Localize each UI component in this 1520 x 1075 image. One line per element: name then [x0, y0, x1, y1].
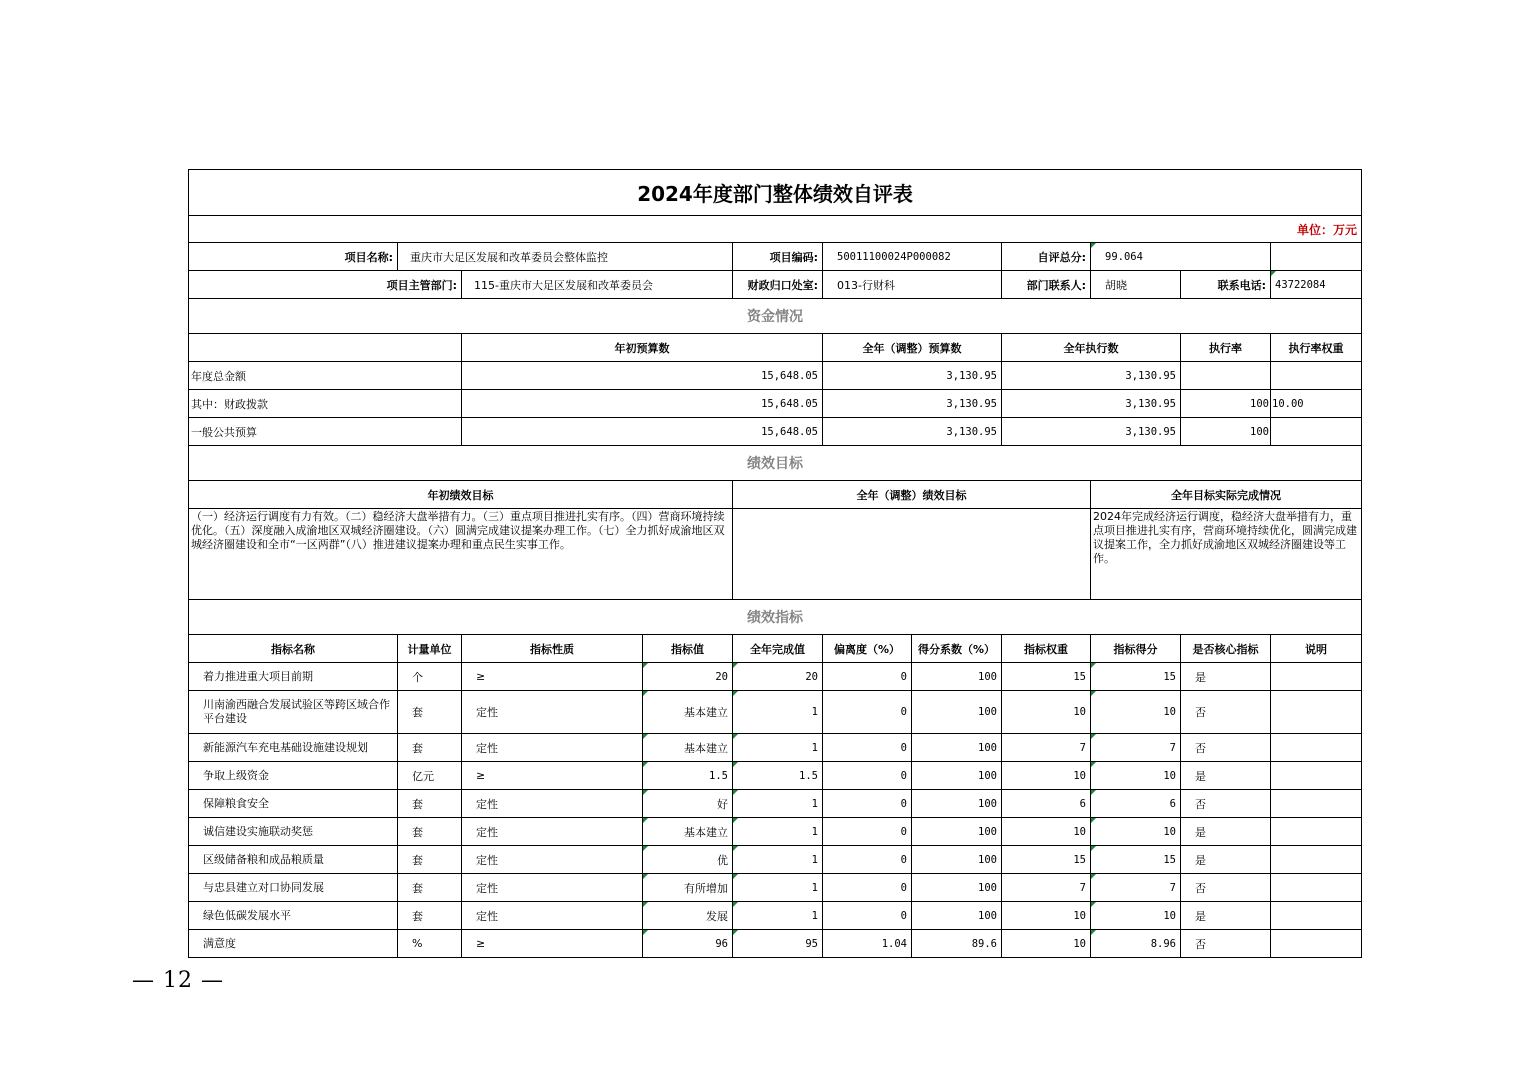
ind-nature: 定性	[462, 691, 643, 734]
ind-deviation: 0	[823, 874, 912, 902]
ind-actual: 1	[733, 818, 823, 846]
ind-core: 是	[1181, 663, 1271, 691]
funds-header-row	[189, 334, 1362, 362]
funds-row-initial: 15,648.05	[462, 362, 823, 390]
goals-header-adjusted: 全年（调整）绩效目标	[733, 481, 1091, 509]
goals-content-row	[189, 509, 1362, 600]
ind-actual: 20	[733, 663, 823, 691]
project-row-1	[189, 243, 1362, 271]
ind-note	[1271, 874, 1362, 902]
funds-header-blank	[189, 334, 462, 362]
ind-header-deviation: 偏离度（%）	[823, 635, 912, 663]
funds-row-adjusted: 3,130.95	[823, 418, 1002, 446]
self-evaluation-table	[188, 169, 1362, 958]
ind-weight: 15	[1002, 663, 1091, 691]
ind-header-name: 指标名称	[189, 635, 398, 663]
ind-target: 好	[643, 790, 733, 818]
contact-value: 胡晓	[1091, 271, 1181, 299]
indicator-row	[189, 874, 1362, 902]
ind-nature: 定性	[462, 902, 643, 930]
ind-note	[1271, 846, 1362, 874]
ind-nature: 定性	[462, 818, 643, 846]
ind-note	[1271, 734, 1362, 762]
ind-note	[1271, 691, 1362, 734]
funds-section-title: 资金情况	[189, 299, 1362, 334]
funds-row-weight	[1271, 362, 1362, 390]
funds-row-executed: 3,130.95	[1002, 418, 1181, 446]
indicator-row	[189, 691, 1362, 734]
ind-target: 基本建立	[643, 818, 733, 846]
funds-row	[189, 390, 1362, 418]
goals-actual-text: 2024年完成经济运行调度，稳经济大盘举措有力，重点项目推进扎实有序，营商环境持续优化，圆满完成建议提案工作，全力抓好成渝地区双城经济圈建设等工作。	[1091, 509, 1362, 600]
ind-weight: 15	[1002, 846, 1091, 874]
ind-note	[1271, 790, 1362, 818]
funds-row-rate	[1181, 362, 1271, 390]
ind-core: 否	[1181, 691, 1271, 734]
funds-row-initial: 15,648.05	[462, 418, 823, 446]
ind-unit: 套	[398, 818, 462, 846]
goals-header-row	[189, 481, 1362, 509]
indicators-header-row	[189, 635, 1362, 663]
ind-actual: 1	[733, 734, 823, 762]
ind-deviation: 0	[823, 762, 912, 790]
ind-deviation: 1.04	[823, 930, 912, 958]
indicator-row	[189, 930, 1362, 958]
ind-note	[1271, 762, 1362, 790]
ind-weight: 10	[1002, 930, 1091, 958]
project-name-value: 重庆市大足区发展和改革委员会整体监控	[398, 243, 733, 271]
indicator-row	[189, 734, 1362, 762]
table-title: 2024年度部门整体绩效自评表	[189, 170, 1362, 216]
ind-deviation: 0	[823, 902, 912, 930]
indicator-row	[189, 818, 1362, 846]
ind-actual: 95	[733, 930, 823, 958]
indicator-row	[189, 762, 1362, 790]
funds-header-initial: 年初预算数	[462, 334, 823, 362]
ind-actual: 1	[733, 902, 823, 930]
unit-label: 单位：万元	[189, 216, 1362, 243]
ind-coefficient: 100	[912, 846, 1002, 874]
ind-core: 是	[1181, 846, 1271, 874]
ind-unit: 套	[398, 691, 462, 734]
ind-note	[1271, 930, 1362, 958]
ind-actual: 1	[733, 691, 823, 734]
funds-row-label: 其中：财政拨款	[189, 390, 462, 418]
ind-weight: 10	[1002, 902, 1091, 930]
page-number: — 12 —	[132, 968, 224, 993]
ind-nature: 定性	[462, 846, 643, 874]
project-code-label: 项目编码:	[733, 243, 823, 271]
ind-score: 7	[1091, 734, 1181, 762]
indicator-row	[189, 846, 1362, 874]
ind-deviation: 0	[823, 818, 912, 846]
ind-actual: 1.5	[733, 762, 823, 790]
goals-header-initial: 年初绩效目标	[189, 481, 733, 509]
funds-row	[189, 418, 1362, 446]
ind-coefficient: 100	[912, 874, 1002, 902]
funds-row-executed: 3,130.95	[1002, 390, 1181, 418]
indicator-row	[189, 790, 1362, 818]
ind-name: 保障粮食安全	[189, 790, 398, 818]
office-label: 财政归口处室:	[733, 271, 823, 299]
ind-core: 否	[1181, 874, 1271, 902]
contact-label: 部门联系人:	[1002, 271, 1091, 299]
ind-score: 15	[1091, 663, 1181, 691]
funds-header-adjusted: 全年（调整）预算数	[823, 334, 1002, 362]
ind-core: 否	[1181, 790, 1271, 818]
ind-header-unit: 计量单位	[398, 635, 462, 663]
ind-score: 8.96	[1091, 930, 1181, 958]
goals-initial-text: （一）经济运行调度有力有效。（二）稳经济大盘举措有力。（三）重点项目推进扎实有序。（四）营商环境持续优化。（五）深度融入成渝地区双城经济圈建设。（六）圆满完成建议提案办理工作。（七）全力抓好成渝地区双城经济圈建设和全市“一区两群”（八）推进建议提案办理和重点民生实事工作。	[189, 509, 733, 600]
ind-score: 10	[1091, 762, 1181, 790]
ind-score: 7	[1091, 874, 1181, 902]
empty-cell	[1271, 243, 1362, 271]
dept-value: 115-重庆市大足区发展和改革委员会	[462, 271, 733, 299]
ind-nature: 定性	[462, 734, 643, 762]
office-value: 013-行财科	[823, 271, 1002, 299]
ind-nature: 定性	[462, 874, 643, 902]
ind-nature: ≥	[462, 663, 643, 691]
ind-actual: 1	[733, 790, 823, 818]
ind-core: 否	[1181, 930, 1271, 958]
funds-row-weight	[1271, 418, 1362, 446]
ind-coefficient: 100	[912, 902, 1002, 930]
ind-weight: 6	[1002, 790, 1091, 818]
ind-deviation: 0	[823, 790, 912, 818]
ind-header-core: 是否核心指标	[1181, 635, 1271, 663]
project-name-label: 项目名称:	[189, 243, 398, 271]
ind-coefficient: 100	[912, 691, 1002, 734]
funds-row-initial: 15,648.05	[462, 390, 823, 418]
ind-coefficient: 89.6	[912, 930, 1002, 958]
ind-unit: 套	[398, 790, 462, 818]
ind-header-target: 指标值	[643, 635, 733, 663]
ind-header-score: 指标得分	[1091, 635, 1181, 663]
ind-header-weight: 指标权重	[1002, 635, 1091, 663]
ind-target: 发展	[643, 902, 733, 930]
goals-adjusted-text	[733, 509, 1091, 600]
ind-header-coefficient: 得分系数（%）	[912, 635, 1002, 663]
ind-core: 否	[1181, 734, 1271, 762]
ind-weight: 7	[1002, 874, 1091, 902]
ind-nature: ≥	[462, 762, 643, 790]
ind-unit: 套	[398, 734, 462, 762]
ind-header-note: 说明	[1271, 635, 1362, 663]
ind-unit: 亿元	[398, 762, 462, 790]
ind-name: 区级储备粮和成品粮质量	[189, 846, 398, 874]
project-code-value: 50011100024P000082	[823, 243, 1002, 271]
indicator-row	[189, 902, 1362, 930]
funds-header-executed: 全年执行数	[1002, 334, 1181, 362]
ind-target: 优	[643, 846, 733, 874]
funds-header-weight: 执行率权重	[1271, 334, 1362, 362]
score-total-label: 自评总分:	[1002, 243, 1091, 271]
ind-header-actual: 全年完成值	[733, 635, 823, 663]
goals-header-actual: 全年目标实际完成情况	[1091, 481, 1362, 509]
goals-section-title: 绩效目标	[189, 446, 1362, 481]
ind-score: 10	[1091, 691, 1181, 734]
funds-header-rate: 执行率	[1181, 334, 1271, 362]
funds-row-rate: 100	[1181, 390, 1271, 418]
ind-actual: 1	[733, 874, 823, 902]
indicators-body	[189, 663, 1362, 958]
ind-name: 与忠县建立对口协同发展	[189, 874, 398, 902]
funds-row-adjusted: 3,130.95	[823, 390, 1002, 418]
ind-weight: 10	[1002, 691, 1091, 734]
ind-note	[1271, 663, 1362, 691]
ind-coefficient: 100	[912, 790, 1002, 818]
ind-note	[1271, 902, 1362, 930]
ind-target: 基本建立	[643, 734, 733, 762]
ind-coefficient: 100	[912, 663, 1002, 691]
ind-name: 着力推进重大项目前期	[189, 663, 398, 691]
ind-deviation: 0	[823, 691, 912, 734]
ind-score: 6	[1091, 790, 1181, 818]
funds-row-label: 年度总金额	[189, 362, 462, 390]
ind-unit: 套	[398, 874, 462, 902]
ind-name: 争取上级资金	[189, 762, 398, 790]
phone-label: 联系电话:	[1181, 271, 1271, 299]
ind-unit: 套	[398, 846, 462, 874]
score-total-value: 99.064	[1091, 243, 1271, 271]
ind-core: 是	[1181, 902, 1271, 930]
ind-deviation: 0	[823, 663, 912, 691]
ind-core: 是	[1181, 762, 1271, 790]
ind-unit: 套	[398, 902, 462, 930]
project-row-2	[189, 271, 1362, 299]
ind-target: 基本建立	[643, 691, 733, 734]
ind-weight: 10	[1002, 762, 1091, 790]
ind-name: 绿色低碳发展水平	[189, 902, 398, 930]
ind-score: 15	[1091, 846, 1181, 874]
funds-row-rate: 100	[1181, 418, 1271, 446]
ind-name: 新能源汽车充电基础设施建设规划	[189, 734, 398, 762]
ind-weight: 10	[1002, 818, 1091, 846]
ind-target: 20	[643, 663, 733, 691]
ind-unit: 个	[398, 663, 462, 691]
ind-note	[1271, 818, 1362, 846]
ind-unit: %	[398, 930, 462, 958]
ind-deviation: 0	[823, 734, 912, 762]
ind-score: 10	[1091, 818, 1181, 846]
ind-target: 1.5	[643, 762, 733, 790]
ind-weight: 7	[1002, 734, 1091, 762]
ind-target: 有所增加	[643, 874, 733, 902]
funds-row-weight: 10.00	[1271, 390, 1362, 418]
funds-row	[189, 362, 1362, 390]
ind-coefficient: 100	[912, 762, 1002, 790]
ind-core: 是	[1181, 818, 1271, 846]
ind-coefficient: 100	[912, 818, 1002, 846]
dept-label: 项目主管部门:	[189, 271, 462, 299]
indicators-section-title: 绩效指标	[189, 600, 1362, 635]
ind-target: 96	[643, 930, 733, 958]
phone-value: 43722084	[1271, 271, 1362, 299]
ind-name: 满意度	[189, 930, 398, 958]
funds-row-executed: 3,130.95	[1002, 362, 1181, 390]
funds-row-adjusted: 3,130.95	[823, 362, 1002, 390]
ind-actual: 1	[733, 846, 823, 874]
ind-name: 诚信建设实施联动奖惩	[189, 818, 398, 846]
funds-row-label: 一般公共预算	[189, 418, 462, 446]
ind-coefficient: 100	[912, 734, 1002, 762]
ind-nature: ≥	[462, 930, 643, 958]
indicator-row	[189, 663, 1362, 691]
ind-deviation: 0	[823, 846, 912, 874]
ind-score: 10	[1091, 902, 1181, 930]
ind-nature: 定性	[462, 790, 643, 818]
ind-name: 川南渝西融合发展试验区等跨区域合作平台建设	[189, 691, 398, 734]
ind-header-nature: 指标性质	[462, 635, 643, 663]
